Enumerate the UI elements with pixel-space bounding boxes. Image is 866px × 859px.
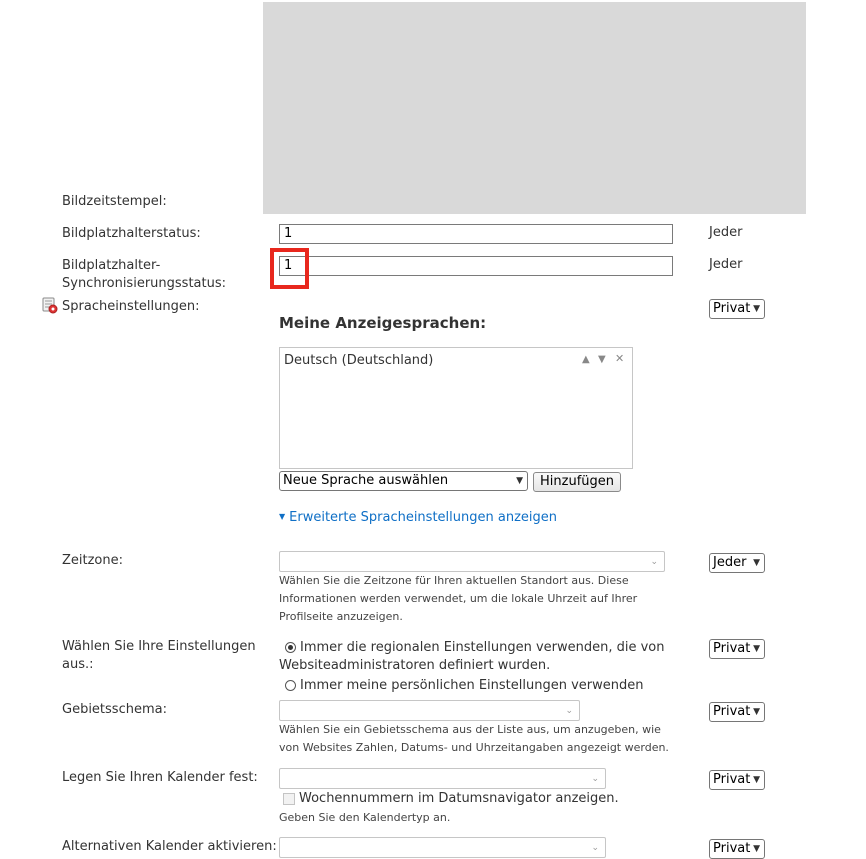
regional-settings-radio[interactable] [285, 642, 296, 653]
placeholder-status-input[interactable]: 1 [279, 224, 673, 244]
calendar-visibility-select[interactable] [709, 770, 765, 790]
advanced-language-settings-text: Erweiterte Spracheinstellungen anzeigen [289, 510, 557, 525]
sync-status-input[interactable]: 1 [279, 256, 673, 276]
chevron-down-icon: ▼ [753, 707, 760, 717]
locale-visibility-select[interactable] [709, 702, 765, 722]
timezone-label: Zeitzone: [62, 553, 124, 568]
display-languages-heading: Meine Anzeigesprachen: [279, 314, 487, 332]
calendar-select[interactable] [279, 768, 606, 789]
chevron-down-icon: ⌄ [591, 843, 599, 853]
choose-settings-label-line1: Wählen Sie Ihre Einstellungen [62, 639, 256, 654]
week-numbers-checkbox[interactable] [283, 793, 295, 805]
alt-calendar-visibility-select[interactable] [709, 839, 765, 859]
personal-settings-option: Immer meine persönlichen Einstellungen verwenden [300, 678, 644, 693]
alt-calendar-label: Alternativen Kalender aktivieren: [62, 839, 277, 854]
move-down-icon[interactable]: ▼ [598, 354, 606, 365]
display-languages-list [279, 347, 633, 469]
timezone-visibility-select[interactable] [709, 553, 765, 573]
alt-calendar-visibility-value: Privat [713, 841, 751, 856]
chevron-down-icon: ▼ [753, 775, 760, 785]
choose-settings-visibility-value: Privat [713, 641, 751, 656]
sync-status-label-line2: Synchronisierungsstatus: [62, 276, 226, 291]
personal-settings-radio[interactable] [285, 680, 296, 691]
language-settings-label: Spracheinstellungen: [62, 299, 200, 314]
locale-hint-line2: von Websites Zahlen, Datums- und Uhrzeitangaben angezeigt werden. [279, 741, 669, 754]
placeholder-status-label: Bildplatzhalterstatus: [62, 226, 201, 241]
image-placeholder-area [263, 2, 806, 214]
language-visibility-value: Privat [713, 301, 751, 316]
choose-settings-label-line2: aus.: [62, 657, 94, 672]
chevron-down-icon: ▼ [516, 476, 523, 486]
chevron-down-icon: ▼ [753, 644, 760, 654]
timezone-hint-line3: Profilseite anzuzeigen. [279, 610, 403, 623]
chevron-down-icon: ⌄ [650, 557, 658, 567]
chevron-down-icon: ⌄ [565, 706, 573, 716]
locale-visibility-value: Privat [713, 704, 751, 719]
week-numbers-label: Wochennummern im Datumsnavigator anzeigen. [299, 791, 619, 806]
timezone-select[interactable] [279, 551, 665, 572]
language-visibility-select[interactable] [709, 299, 765, 319]
timestamp-label: Bildzeitstempel: [62, 194, 167, 209]
calendar-visibility-value: Privat [713, 772, 751, 787]
calendar-hint: Geben Sie den Kalendertyp an. [279, 811, 451, 824]
timezone-visibility-value: Jeder [713, 555, 747, 570]
add-language-button[interactable]: Hinzufügen [533, 472, 621, 492]
language-item[interactable]: Deutsch (Deutschland) [284, 353, 434, 368]
chevron-down-icon: ▼ [753, 844, 760, 854]
sync-status-visibility: Jeder [709, 257, 743, 272]
remove-language-icon[interactable]: ✕ [615, 352, 625, 365]
language-settings-icon [41, 297, 58, 314]
placeholder-status-visibility: Jeder [709, 225, 743, 240]
locale-label: Gebietsschema: [62, 702, 167, 717]
chevron-down-icon: ▼ [753, 558, 760, 568]
locale-select[interactable] [279, 700, 580, 721]
new-language-select-value: Neue Sprache auswählen [283, 473, 449, 488]
regional-settings-option-line1: Immer die regionalen Einstellungen verwenden, die von [300, 640, 665, 655]
timezone-hint-line2: Informationen werden verwendet, um die lokale Uhrzeit auf Ihrer [279, 592, 638, 605]
highlight-box [270, 248, 309, 289]
new-language-select[interactable] [279, 471, 528, 491]
regional-settings-option-line2: Websiteadministratoren definiert wurden. [279, 658, 551, 673]
locale-hint-line1: Wählen Sie ein Gebietsschema aus der Liste aus, um anzugeben, wie [279, 723, 661, 736]
chevron-down-icon: ⌄ [591, 774, 599, 784]
chevron-down-icon: ▼ [753, 304, 760, 314]
timezone-hint-line1: Wählen Sie die Zeitzone für Ihren aktuellen Standort aus. Diese [279, 574, 629, 587]
sync-status-label-line1: Bildplatzhalter- [62, 258, 161, 273]
advanced-language-settings-link[interactable] [279, 510, 557, 525]
calendar-label: Legen Sie Ihren Kalender fest: [62, 770, 258, 785]
move-up-icon[interactable]: ▲ [582, 354, 590, 365]
choose-settings-visibility-select[interactable] [709, 639, 765, 659]
expand-arrow-icon: ▼ [279, 512, 286, 521]
